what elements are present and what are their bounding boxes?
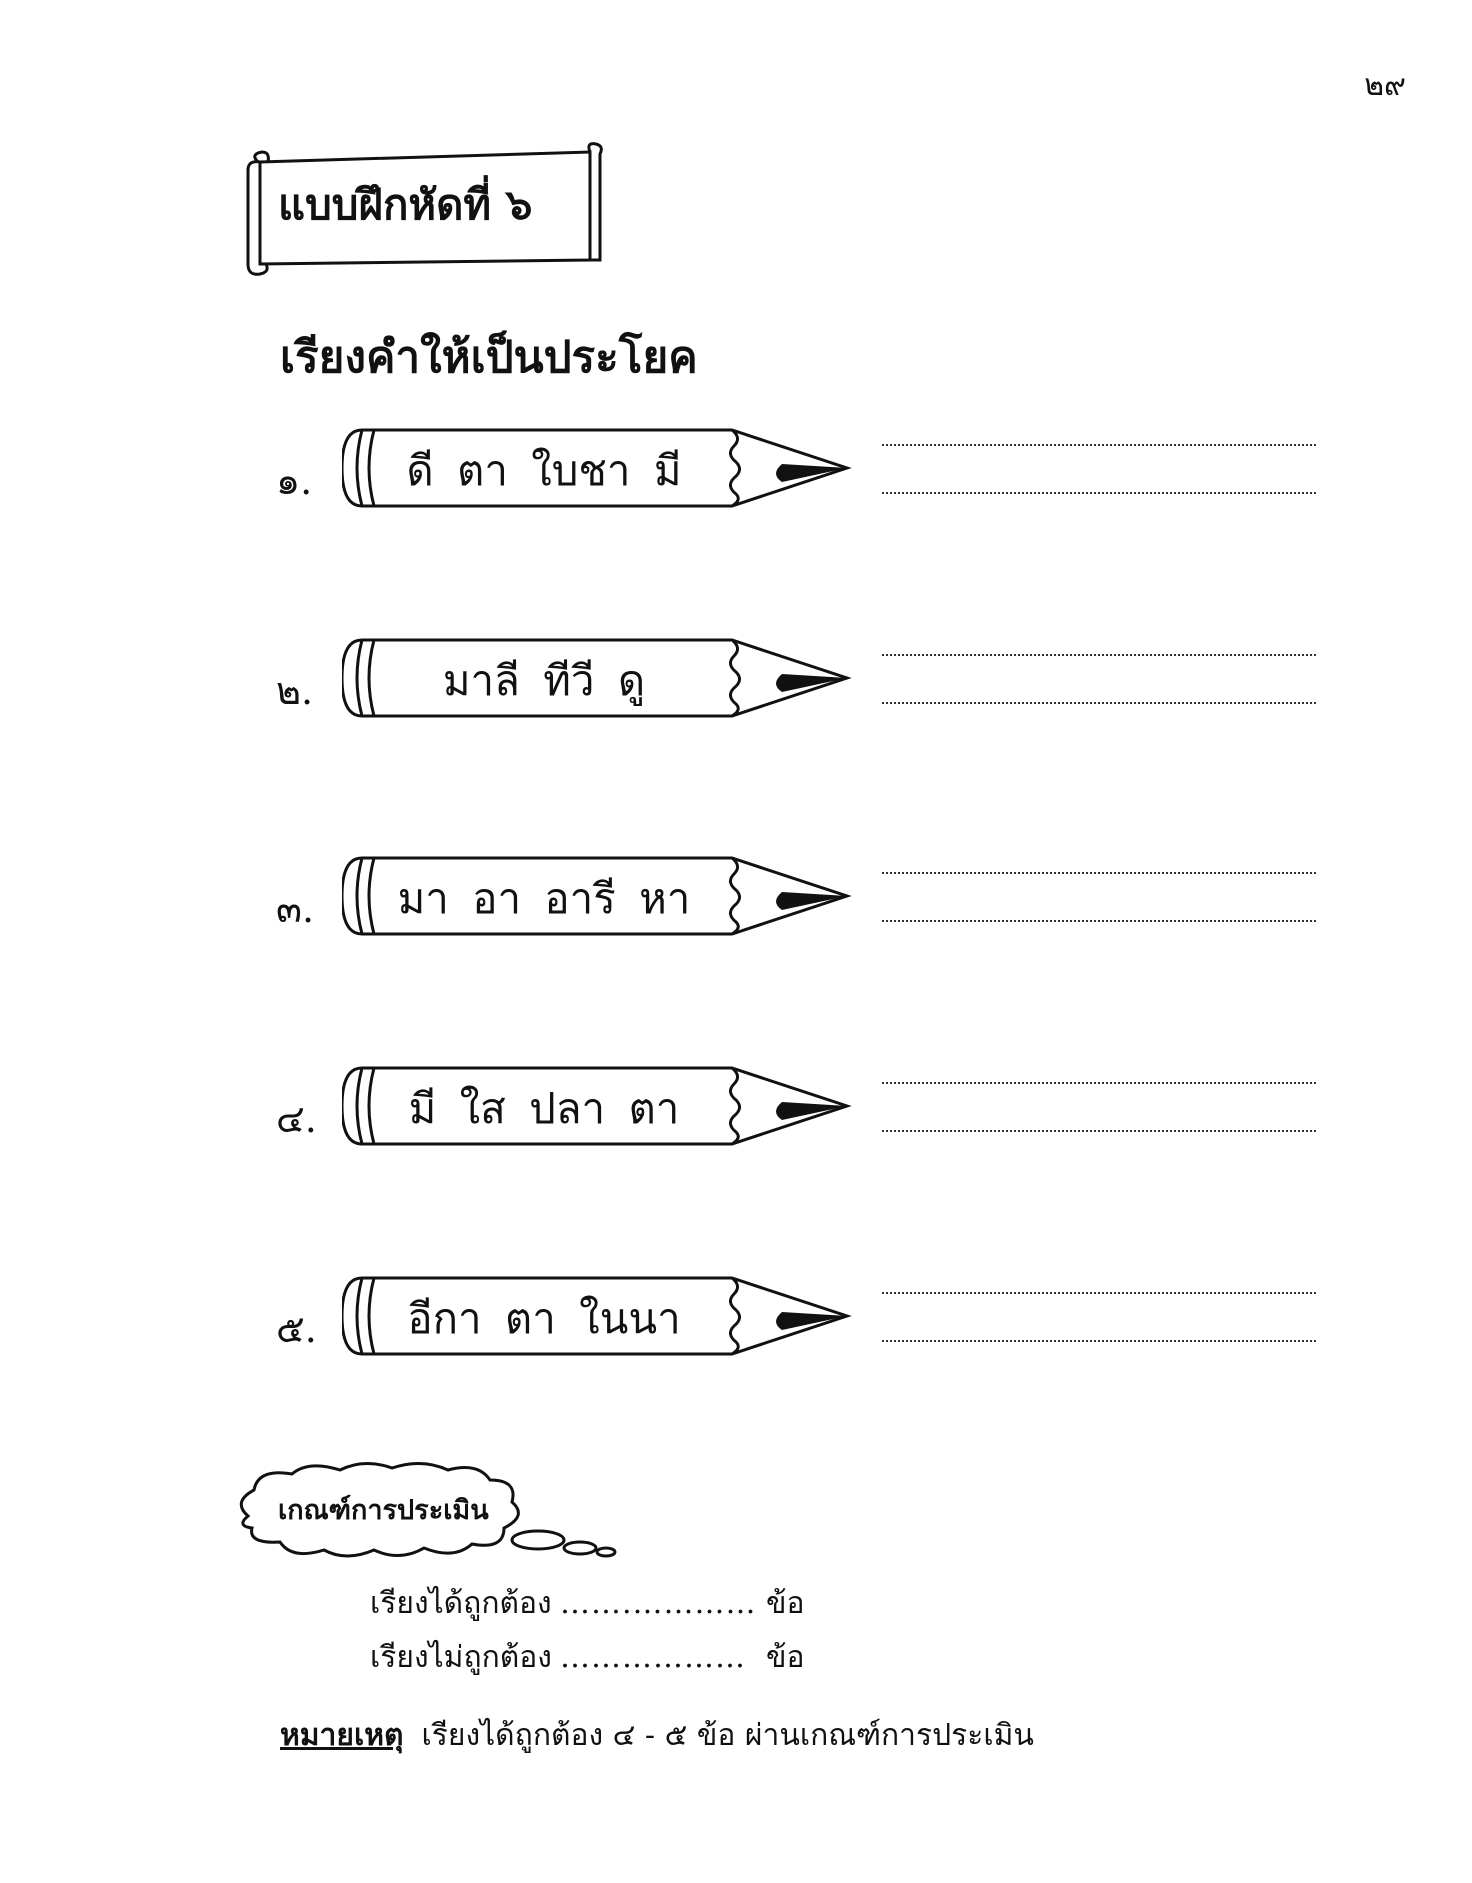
assessment-heading: เกณฑ์การประเมิน xyxy=(278,1495,489,1526)
answer-line[interactable] xyxy=(882,920,1316,922)
answer-line[interactable] xyxy=(882,1130,1316,1132)
answer-line[interactable] xyxy=(882,1082,1316,1084)
criteria-incorrect-row xyxy=(370,1634,805,1681)
pencil-word-box xyxy=(342,1272,862,1362)
pencil-word-box xyxy=(342,634,862,724)
answer-line[interactable] xyxy=(882,654,1316,656)
answer-line[interactable] xyxy=(882,492,1316,494)
answer-line[interactable] xyxy=(882,444,1316,446)
answer-line[interactable] xyxy=(882,702,1316,704)
assessment-cloud xyxy=(228,1458,668,1568)
item-number: ๑. xyxy=(276,459,313,503)
criteria-incorrect-blank[interactable]: ……………… xyxy=(560,1640,746,1675)
criteria-unit: ข้อ xyxy=(766,1586,805,1621)
answer-line[interactable] xyxy=(882,1292,1316,1294)
pencil-word-box xyxy=(342,424,862,514)
item-number: ๔. xyxy=(276,1097,317,1141)
answer-line[interactable] xyxy=(882,872,1316,874)
criteria-correct-row xyxy=(370,1580,805,1627)
pencil-word-box xyxy=(342,1062,862,1152)
instruction-heading: เรียงคำให้เป็นประโยค xyxy=(280,332,698,383)
exercise-item xyxy=(272,634,1332,724)
exercise-item xyxy=(272,1272,1332,1362)
word-set: ดี ตา ใบชา มี xyxy=(406,446,682,495)
word-set: มา อา อารี หา xyxy=(397,874,691,923)
exercise-item xyxy=(272,1062,1332,1152)
criteria-unit: ข้อ xyxy=(766,1640,805,1675)
word-set: อีกา ตา ในนา xyxy=(407,1294,681,1343)
criteria-correct-label: เรียงได้ถูกต้อง xyxy=(370,1586,552,1621)
pencil-word-box xyxy=(342,852,862,942)
answer-line[interactable] xyxy=(882,1340,1316,1342)
note-text: เรียงได้ถูกต้อง ๔ - ๕ ข้อ ผ่านเกณฑ์การประเมิน xyxy=(421,1718,1034,1753)
exercise-item xyxy=(272,424,1332,514)
exercise-item xyxy=(272,852,1332,942)
note-row xyxy=(280,1712,1034,1759)
note-label: หมายเหตุ xyxy=(280,1718,404,1753)
criteria-incorrect-label: เรียงไม่ถูกต้อง xyxy=(370,1640,552,1675)
title-scroll-banner xyxy=(240,142,610,280)
page-number: ๒๙ xyxy=(1364,68,1406,103)
word-set: มี ใส ปลา ตา xyxy=(408,1084,680,1133)
item-number: ๒. xyxy=(276,669,314,713)
exercise-title: แบบฝึกหัดที่ ๖ xyxy=(278,180,533,229)
criteria-correct-blank[interactable]: …….………… xyxy=(560,1586,757,1621)
item-number: ๕. xyxy=(276,1307,317,1351)
item-number: ๓. xyxy=(276,887,315,931)
word-set: มาลี ทีวี ดู xyxy=(442,656,646,705)
